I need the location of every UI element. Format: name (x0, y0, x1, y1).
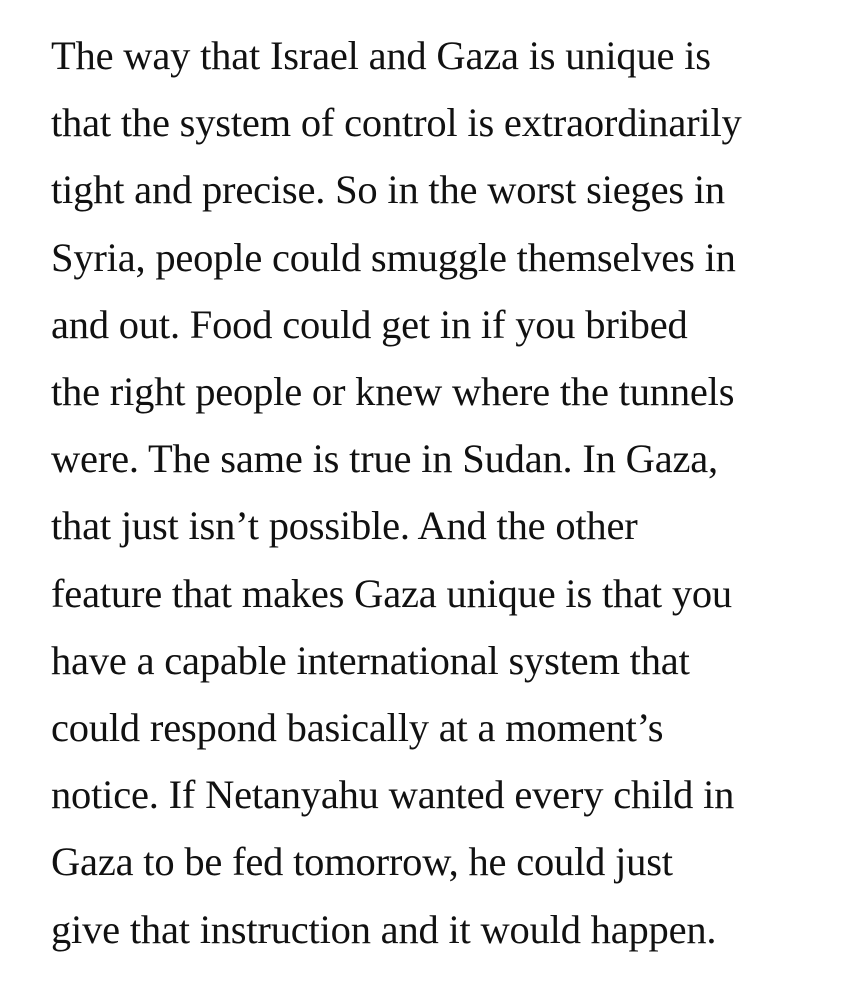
text-line: have a capable international system that (51, 637, 690, 683)
text-line: Gaza to be fed tomorrow, he could just (51, 839, 673, 885)
text-line: that the system of control is extraordinarily (51, 100, 742, 146)
text-line: The way that Israel and Gaza is unique is (51, 33, 711, 78)
text-line: the right people or knew where the tunnels (51, 369, 735, 415)
text-line: were. The same is true in Sudan. In Gaza, (51, 436, 718, 482)
article-paragraph (51, 22, 851, 963)
text-line: Syria, people could smuggle themselves in (51, 234, 736, 280)
text-line: tight and precise. So in the worst sieges in (51, 167, 725, 213)
text-line: notice. If Netanyahu wanted every child in (51, 772, 735, 818)
text-line: give that instruction and it would happen. (51, 906, 717, 952)
text-line: and out. Food could get in if you bribed (51, 301, 688, 347)
text-line: feature that makes Gaza unique is that you (51, 570, 732, 616)
text-line: that just isn’t possible. And the other (51, 503, 638, 549)
text-line: could respond basically at a moment’s (51, 705, 664, 751)
